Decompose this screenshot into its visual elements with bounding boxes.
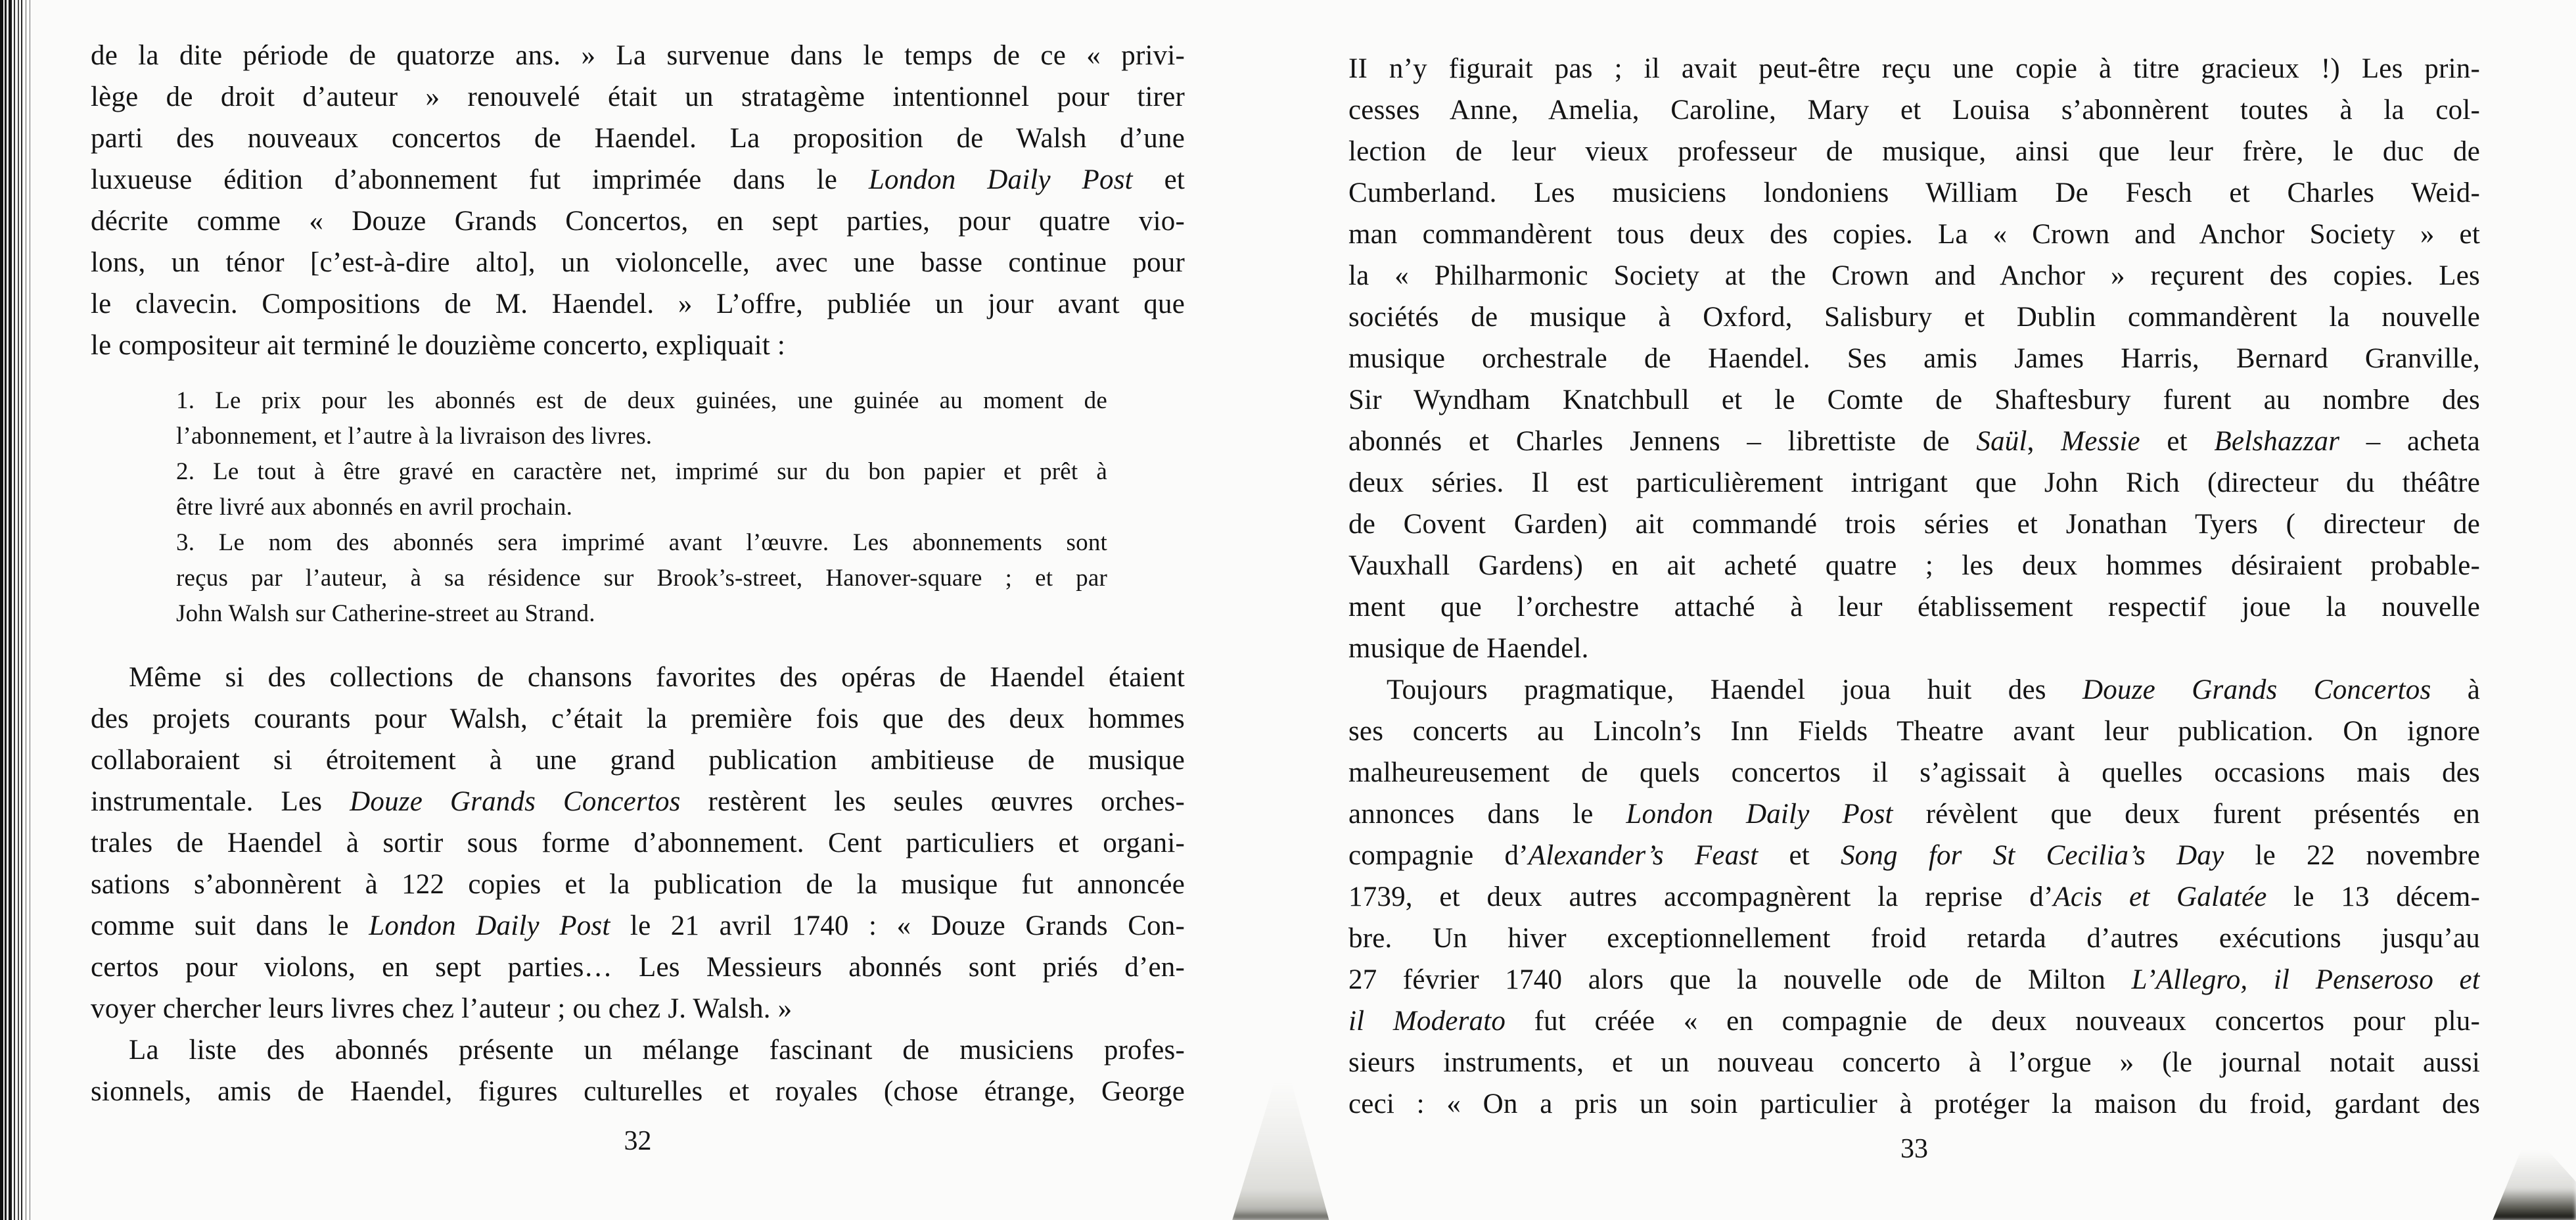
text-line: Cumberland. Les musiciens londoniens William De Fesch et Charles Weid- xyxy=(1348,177,2480,208)
text-line: musique de Haendel. xyxy=(1348,633,1589,664)
quoted-list-item xyxy=(176,383,1107,454)
text-line: sociétés de musique à Oxford, Salisbury et Dublin commandèrent la nouvelle xyxy=(1348,302,2480,333)
text-line: de Covent Garden) ait commandé trois séries et Jonathan Tyers ( directeur de xyxy=(1348,509,2480,540)
text-line: voyer chercher leurs livres chez l’auteur ; ou chez J. Walsh. » xyxy=(91,993,793,1024)
text-line: ceci : « On a pris un soin particulier à protéger la maison du froid, gardant des xyxy=(1348,1089,2480,1119)
text-line: 2. Le tout à être gravé en caractère net, imprimé sur du bon papier et prêt à xyxy=(176,458,1107,485)
page-right-text xyxy=(1348,48,2480,1125)
page-number-right: 33 xyxy=(1900,1134,1928,1164)
text-line: cesses Anne, Amelia, Caroline, Mary et Louisa s’abonnèrent toutes à la col- xyxy=(1348,95,2480,126)
text-line: ment que l’orchestre attaché à leur établissement respectif joue la nouvelle xyxy=(1348,592,2480,622)
page-number-left: 32 xyxy=(624,1126,652,1156)
text-line: être livré aux abonnés en avril prochain. xyxy=(176,494,573,521)
text-line: malheureusement de quels concertos il s’agissait à quelles occasions mais des xyxy=(1348,757,2480,788)
page-right xyxy=(1348,48,2480,1164)
text-line: 1. Le prix pour les abonnés est de deux guinées, une guinée au moment de xyxy=(176,387,1107,414)
text-line: de la dite période de quatorze ans. » La survenue dans le temps de ce « privi- xyxy=(91,40,1185,71)
text-line: 1739, et deux autres accompagnèrent la reprise d’Acis et Galatée le 13 décem- xyxy=(1348,881,2480,912)
text-line: annonces dans le London Daily Post révèlent que deux furent présentés en xyxy=(1348,799,2480,830)
text-line: compagnie d’Alexander’s Feast et Song for St Cecilia’s Day le 22 novembre xyxy=(1348,840,2480,871)
italic-work-title: London Daily Post xyxy=(868,164,1133,195)
text-line: collaboraient si étroitement à une grand publication ambitieuse de musique xyxy=(91,745,1185,776)
italic-work-title: Saül xyxy=(1976,426,2027,457)
text-line: certos pour violons, en sept parties… Les Messieurs abonnés sont priés d’en- xyxy=(91,952,1185,983)
text-line: lection de leur vieux professeur de musique, ainsi que leur frère, le duc de xyxy=(1348,136,2480,167)
text-line: Même si des collections de chansons favorites des opéras de Haendel étaient xyxy=(129,662,1185,693)
text-line: 27 février 1740 alors que la nouvelle ode de Milton L’Allegro, il Penseroso et xyxy=(1348,964,2480,995)
paragraph xyxy=(1348,48,2480,669)
text-line: le compositeur ait terminé le douzième concerto, expliquait : xyxy=(91,330,785,361)
text-line: sieurs instruments, et un nouveau concerto à l’orgue » (le journal notait aussi xyxy=(1348,1047,2480,1078)
paragraph xyxy=(91,657,1185,1029)
italic-work-title: Acis et Galatée xyxy=(2053,881,2267,912)
text-line: 3. Le nom des abonnés sera imprimé avant l’œuvre. Les abonnements sont xyxy=(176,529,1107,556)
italic-work-title: L’Allegro, il Penseroso et xyxy=(2131,964,2480,995)
text-line: bre. Un hiver exceptionnellement froid retarda d’autres exécutions jusqu’au xyxy=(1348,923,2480,954)
text-line: le clavecin. Compositions de M. Haendel. » L’offre, publiée un jour avant que xyxy=(91,289,1185,319)
text-line: l’abonnement, et l’autre à la livraison des livres. xyxy=(176,423,653,450)
italic-work-title: Alexander’s Feast xyxy=(1528,840,1759,871)
text-line: lège de droit d’auteur » renouvelé était un stratagème intentionnel pour tirer xyxy=(91,82,1185,112)
quoted-list-item xyxy=(176,454,1107,525)
text-line: man commandèrent tous deux des copies. La « Crown and Anchor Society » et xyxy=(1348,219,2480,250)
gutter-shadow xyxy=(1230,1081,1335,1220)
italic-work-title: London Daily Post xyxy=(1626,799,1893,830)
paragraph xyxy=(91,35,1185,366)
text-line: reçus par l’auteur, à sa résidence sur Brook’s-street, Hanover-square ; et par xyxy=(176,565,1107,592)
italic-work-title: Belshazzar xyxy=(2214,426,2340,457)
text-line: des projets courants pour Walsh, c’était la première fois que des deux hommes xyxy=(91,703,1185,734)
quoted-list-item xyxy=(176,525,1107,632)
text-line: musique orchestrale de Haendel. Ses amis James Harris, Bernard Granville, xyxy=(1348,343,2480,374)
book-binding-edge xyxy=(0,0,41,1220)
text-line: sations s’abonnèrent à 122 copies et la publication de la musique fut annoncée xyxy=(91,869,1185,900)
italic-work-title: Song for St Cecilia’s Day xyxy=(1840,840,2224,871)
paragraph xyxy=(1348,669,2480,1125)
paragraph xyxy=(91,1029,1185,1112)
text-line: sionnels, amis de Haendel, figures culturelles et royales (chose étrange, George xyxy=(91,1076,1185,1107)
italic-work-title: il Moderato xyxy=(1348,1006,1506,1037)
text-line: la « Philharmonic Society at the Crown and Anchor » reçurent des copies. Les xyxy=(1348,260,2480,291)
text-line: lons, un ténor [c’est-à-dire alto], un violoncelle, avec une basse continue pour xyxy=(91,247,1185,278)
text-line: instrumentale. Les Douze Grands Concertos restèrent les seules œuvres orches- xyxy=(91,786,1185,817)
italic-work-title: London Daily Post xyxy=(369,910,610,941)
text-line: La liste des abonnés présente un mélange fascinant de musiciens profes- xyxy=(129,1035,1185,1066)
italic-work-title: Messie xyxy=(2061,426,2140,457)
text-line: ses concerts au Lincoln’s Inn Fields Theatre avant leur publication. On ignore xyxy=(1348,716,2480,747)
text-line: comme suit dans le London Daily Post le 21 avril 1740 : « Douze Grands Con- xyxy=(91,910,1185,941)
page-left xyxy=(91,35,1185,1156)
text-line: luxueuse édition d’abonnement fut imprimée dans le London Daily Post et xyxy=(91,164,1185,195)
text-line: Vauxhall Gardens) en ait acheté quatre ; les deux hommes désiraient probable- xyxy=(1348,550,2480,581)
text-line: John Walsh sur Catherine-street au Strand. xyxy=(176,600,595,627)
text-line: parti des nouveaux concertos de Haendel. La proposition de Walsh d’une xyxy=(91,123,1185,154)
italic-work-title: Douze Grands Concertos xyxy=(350,786,681,817)
text-line: trales de Haendel à sortir sous forme d’abonnement. Cent particuliers et organi- xyxy=(91,828,1185,858)
text-line: II n’y figurait pas ; il avait peut-être reçu une copie à titre gracieux !) Les prin- xyxy=(1348,53,2480,84)
text-line: il Moderato fut créée « en compagnie de deux nouveaux concertos pour plu- xyxy=(1348,1006,2480,1037)
text-line: décrite comme « Douze Grands Concertos, en sept parties, pour quatre vio- xyxy=(91,206,1185,237)
page-left-text xyxy=(91,35,1185,1112)
italic-work-title: Douze Grands Concertos xyxy=(2082,674,2431,705)
text-line: abonnés et Charles Jennens – librettiste de Saül, Messie et Belshazzar – acheta xyxy=(1348,426,2480,457)
corner-shadow xyxy=(2487,1150,2576,1220)
text-line: deux séries. Il est particulièrement intrigant que John Rich (directeur du théâtre xyxy=(1348,467,2480,498)
text-line: Sir Wyndham Knatchbull et le Comte de Shaftesbury furent au nombre des xyxy=(1348,385,2480,415)
text-line: Toujours pragmatique, Haendel joua huit des Douze Grands Concertos à xyxy=(1387,674,2480,705)
